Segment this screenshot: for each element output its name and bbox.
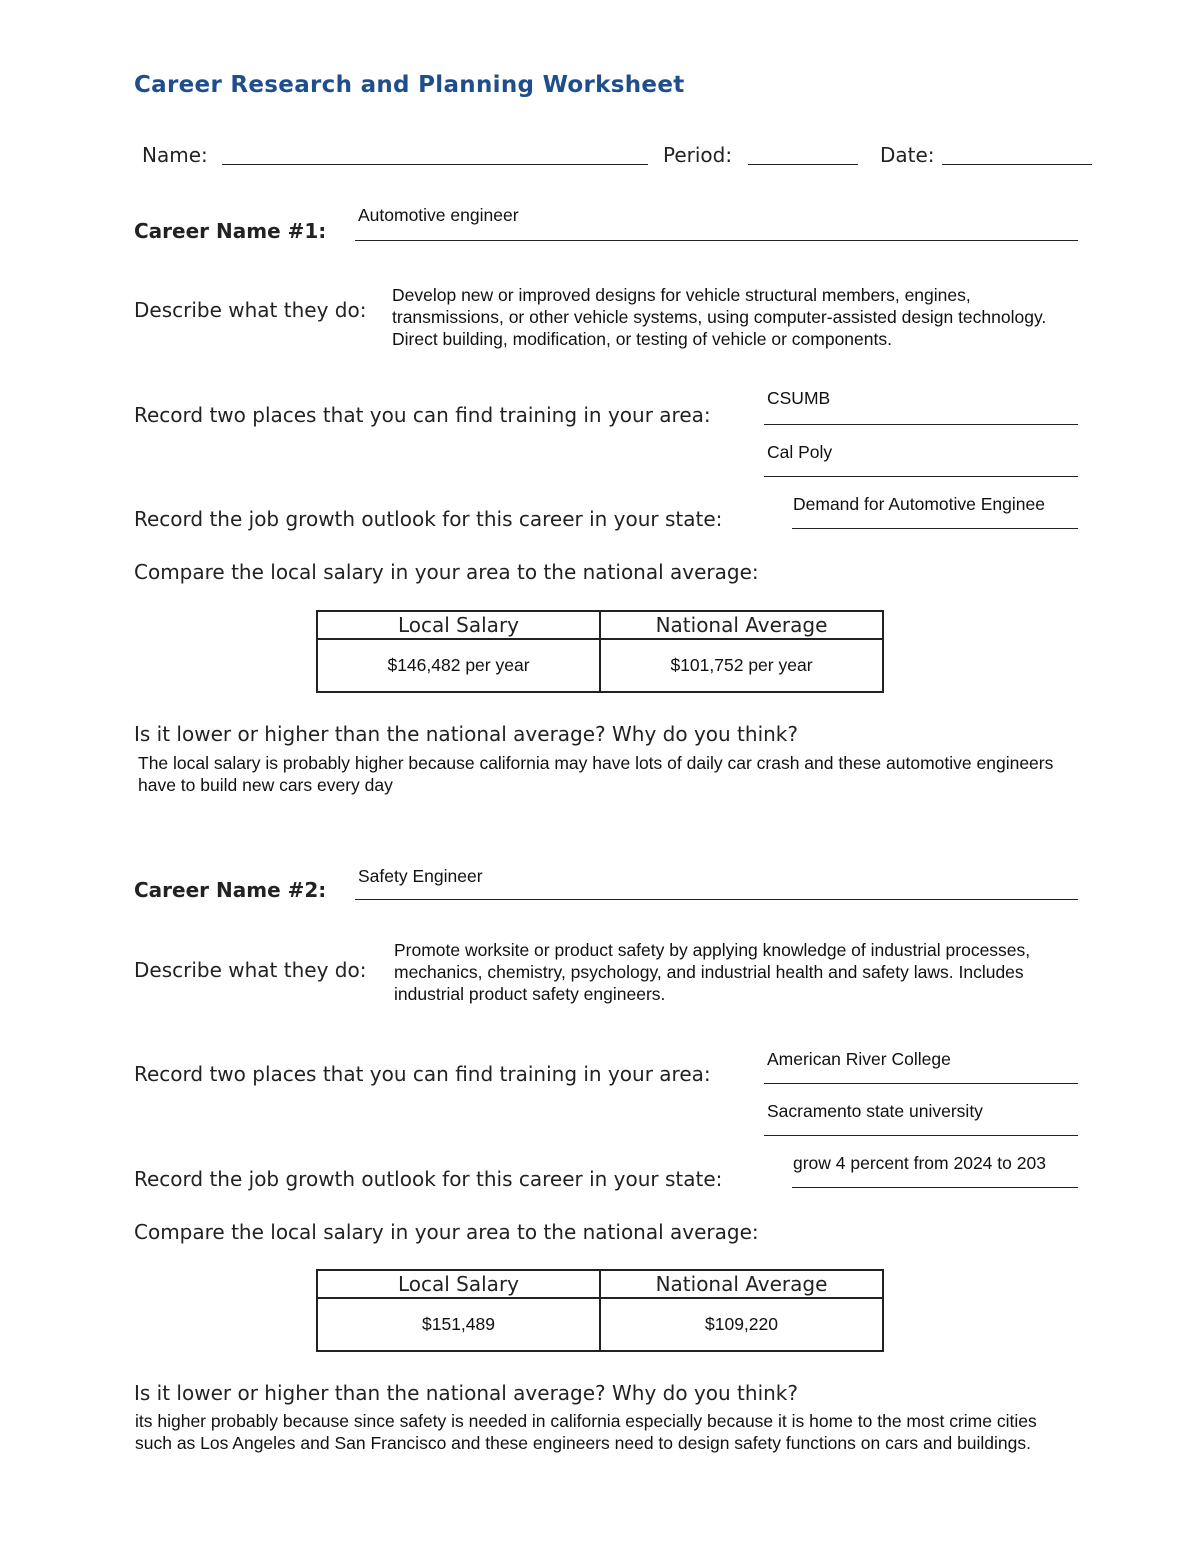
training-answer-2: Sacramento state university xyxy=(767,1101,983,1121)
career-name-answer: Safety Engineer xyxy=(358,866,483,886)
growth-line[interactable] xyxy=(792,1187,1078,1188)
growth-answer: Demand for Automotive Enginee xyxy=(793,494,1045,514)
growth-label: Record the job growth outlook for this career in your state: xyxy=(134,507,723,531)
training-line-1[interactable] xyxy=(764,424,1078,425)
date-label: Date: xyxy=(880,143,935,167)
training-label: Record two places that you can find training in your area: xyxy=(134,403,711,427)
career-name-label: Career Name #2: xyxy=(134,878,327,902)
salary-table xyxy=(316,1269,884,1352)
compare-label: Compare the local salary in your area to the national average: xyxy=(134,560,759,584)
growth-label: Record the job growth outlook for this career in your state: xyxy=(134,1167,723,1191)
name-label: Name: xyxy=(142,143,208,167)
description-answer: Develop new or improved designs for vehicle structural members, engines, transmissions, or other vehicle systems, using computer-assisted design technology. Direct building, modification, or testing of vehicle or components. xyxy=(392,285,1047,349)
date-line[interactable] xyxy=(942,164,1092,165)
description-answer: Promote worksite or product safety by applying knowledge of industrial processes, mechanics, chemistry, psychology, and industrial health and safety laws. Includes industrial product safety engineers. xyxy=(394,940,1031,1004)
describe-label: Describe what they do: xyxy=(134,958,367,982)
career-name-answer: Automotive engineer xyxy=(358,205,519,225)
training-line-2[interactable] xyxy=(764,476,1078,477)
national-average-value[interactable]: $101,752 per year xyxy=(600,639,883,692)
career-name-label: Career Name #1: xyxy=(134,219,327,243)
training-label: Record two places that you can find training in your area: xyxy=(134,1062,711,1086)
training-answer-2: Cal Poly xyxy=(767,442,833,462)
compare-label: Compare the local salary in your area to the national average: xyxy=(134,1220,759,1244)
question-label: Is it lower or higher than the national average? Why do you think? xyxy=(134,722,799,746)
period-label: Period: xyxy=(663,143,733,167)
growth-answer: grow 4 percent from 2024 to 203 xyxy=(793,1153,1046,1173)
local-salary-header: Local Salary xyxy=(317,611,600,639)
training-answer-1: CSUMB xyxy=(767,388,831,408)
local-salary-value[interactable]: $146,482 per year xyxy=(317,639,600,692)
national-average-header: National Average xyxy=(600,611,883,639)
name-line[interactable] xyxy=(222,164,648,165)
career-name-line[interactable] xyxy=(355,899,1078,900)
question-answer: its higher probably because since safety is needed in california especially because it is home to the most crime cities such as Los Angeles and San Francisco and these engineers need to design safety functions on cars and buildings. xyxy=(135,1411,1037,1453)
local-salary-header: Local Salary xyxy=(317,1270,600,1298)
training-answer-1: American River College xyxy=(767,1049,951,1069)
growth-line[interactable] xyxy=(792,528,1078,529)
question-label: Is it lower or higher than the national average? Why do you think? xyxy=(134,1381,799,1405)
salary-table xyxy=(316,610,884,693)
question-answer: The local salary is probably higher because california may have lots of daily car crash and these automotive engineers have to build new cars every day xyxy=(138,753,1054,795)
national-average-header: National Average xyxy=(600,1270,883,1298)
worksheet-title: Career Research and Planning Worksheet xyxy=(134,72,685,98)
training-line-1[interactable] xyxy=(764,1083,1078,1084)
local-salary-value[interactable]: $151,489 xyxy=(317,1298,600,1351)
national-average-value[interactable]: $109,220 xyxy=(600,1298,883,1351)
describe-label: Describe what they do: xyxy=(134,298,367,322)
training-line-2[interactable] xyxy=(764,1135,1078,1136)
period-line[interactable] xyxy=(748,164,858,165)
career-name-line[interactable] xyxy=(355,240,1078,241)
